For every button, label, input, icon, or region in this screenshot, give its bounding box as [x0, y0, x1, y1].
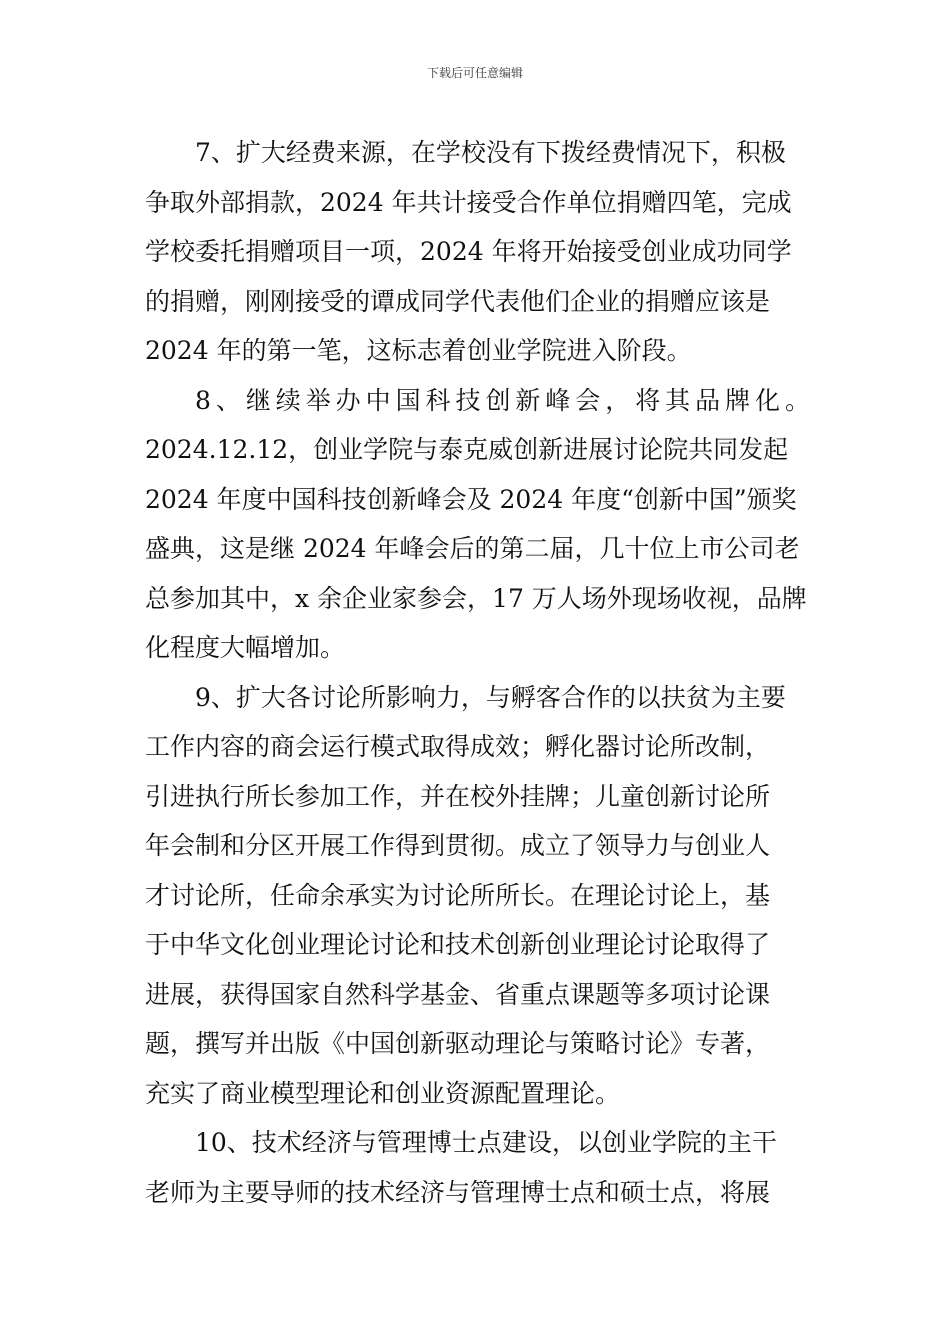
paragraph-7: [145, 128, 810, 376]
text-line: 2024 年的第一笔，这标志着创业学院进入阶段。: [145, 336, 692, 365]
text-line: 进展，获得国家自然科学基金、省重点课题等多项讨论课: [145, 979, 771, 1009]
text-line: 8、继续举办中国科技创新峰会，将其品牌化。: [195, 385, 810, 415]
paragraph-10: [145, 1118, 810, 1217]
text-line: 9、扩大各讨论所影响力，与孵客合作的以扶贫为主要: [195, 682, 786, 712]
text-line: 学校委托捐赠项目一项，2024 年将开始接受创业成功同学: [145, 237, 792, 266]
text-line: 总参加其中，x 余企业家参会，17 万人场外现场收视，品牌: [145, 583, 807, 613]
text-line: 争取外部捐款，2024 年共计接受合作单位捐赠四笔，完成: [145, 187, 792, 217]
text-line: 10、技术经济与管理博士点建设，以创业学院的主干: [195, 1128, 777, 1157]
text-line: 7、扩大经费来源，在学校没有下拨经费情况下，积极: [195, 138, 786, 167]
text-line: 于中华文化创业理论讨论和技术创新创业理论讨论取得了: [145, 930, 771, 959]
document-body: [145, 128, 810, 1217]
text-line: 2024.12.12，创业学院与泰克威创新进展讨论院共同发起: [145, 435, 789, 464]
text-line: 工作内容的商会运行模式取得成效；孵化器讨论所改制，: [145, 732, 771, 761]
text-line: 化程度大幅增加。: [145, 633, 346, 662]
paragraph-9: [145, 673, 810, 1119]
text-line: 的捐赠，刚刚接受的谭成同学代表他们企业的捐赠应该是: [145, 286, 771, 316]
text-line: 老师为主要导师的技术经济与管理博士点和硕士点，将展: [145, 1177, 771, 1207]
text-line: 年会制和分区开展工作得到贯彻。成立了领导力与创业人: [145, 831, 771, 860]
text-line: 2024 年度中国科技创新峰会及 2024 年度“创新中国”颁奖: [145, 484, 797, 514]
paragraph-8: [145, 376, 810, 673]
text-line: 才讨论所，任命余承实为讨论所所长。在理论讨论上，基: [145, 880, 771, 910]
text-line: 充实了商业模型理论和创业资源配置理论。: [145, 1078, 621, 1108]
text-line: 引进执行所长参加工作，并在校外挂牌；儿童创新讨论所: [145, 781, 771, 811]
text-line: 题，撰写并出版《中国创新驱动理论与策略讨论》专著，: [145, 1029, 771, 1058]
text-line: 盛典，这是继 2024 年峰会后的第二届，几十位上市公司老: [145, 534, 800, 563]
page-header: 下载后可任意编辑: [426, 66, 523, 80]
